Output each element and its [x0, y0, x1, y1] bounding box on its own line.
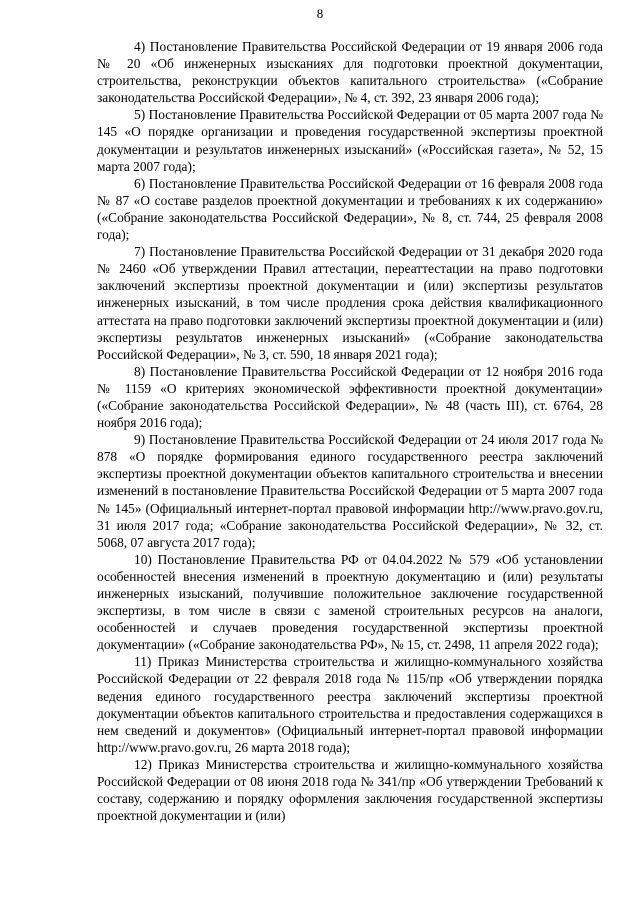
paragraph-item-7: 7) Постановление Правительства Российской Федерации от 31 декабря 2020 года № 2460 «Об утверждении Правил аттестации, переаттестации на право подготовки заключений экспертизы проектной документации и (или) экспертизы результатов инженерных изысканий, в том числе продления срока действия квалификационного аттестата на право подготовки заключений экспертизы проектной документации и (или) экспертизы результатов инженерных изысканий» («Собрание законодательства Российской Федерации», № 3, ст. 590, 18 января 2021 года); [97, 244, 603, 362]
page-number: 8 [316, 6, 324, 21]
paragraph-item-11: 11) Приказ Министерства строительства и жилищно-коммунального хозяйства Российской Федерации от 22 февраля 2018 года № 115/пр «Об утверждении порядка ведения единого государственного реестра заключений экспертизы проектной документации объектов капитального строительства и предоставления содержащихся в нем сведений и документов» (Официальный интернет-портал правовой информации http://www.pravo.gov.ru, 26 марта 2018 года); [97, 654, 603, 755]
paragraph-item-4: 4) Постановление Правительства Российской Федерации от 19 января 2006 года № 20 «Об инженерных изысканиях для подготовки проектной документации, строительства, реконструкции объектов капитального строительства» («Собрание законодательства Российской Федерации», № 4, ст. 392, 23 января 2006 года); [97, 39, 603, 106]
paragraph-item-5: 5) Постановление Правительства Российской Федерации от 05 марта 2007 года № 145 «О порядке организации и проведения государственной экспертизы проектной документации и результатов инженерных изысканий» («Российская газета», № 52, 15 марта 2007 года); [97, 107, 603, 174]
paragraph-item-6: 6) Постановление Правительства Российской Федерации от 16 февраля 2008 года № 87 «О составе разделов проектной документации и требованиях к их содержанию» («Собрание законодательства Российской Федерации», № 8, ст. 744, 25 февраля 2008 года); [97, 175, 603, 243]
paragraph-item-9: 9) Постановление Правительства Российской Федерации от 24 июля 2017 года № 878 «О порядке формирования единого государственного реестра заключений экспертизы проектной документации объектов капитального строительства и внесении изменений в постановление Правительства Российской Федерации от 5 марта 2007 года № 145» (Официальный интернет-портал правовой информации http://www.pravo.gov.ru, 31 июля 2017 года; «Собрание законодательства Российской Федерации», № 32, ст. 5068, 07 августа 2017 года); [97, 432, 603, 550]
paragraph-item-8: 8) Постановление Правительства Российской Федерации от 12 ноября 2016 года № 1159 «О критериях экономической эффективности проектной документации» («Собрание законодательства Российской Федерации», № 48 (часть III), ст. 6764, 28 ноября 2016 года); [97, 363, 603, 431]
paragraph-item-10: 10) Постановление Правительства РФ от 04.04.2022 № 579 «Об установлении особенностей внесения изменений в проектную документацию и (или) результаты инженерных изысканий, получившие положительное заключение государственной экспертизы, в том числе в связи с заменой строительных ресурсов на аналоги, особенностей и случаев проведения государственной экспертизы проектной документации» («Собрание законодательства РФ», № 15, ст. 2498, 11 апреля 2022 года); [97, 551, 603, 653]
paragraph-item-12: 12) Приказ Министерства строительства и жилищно-коммунального хозяйства Российской Федерации от 08 июня 2018 года № 341/пр «Об утверждении Требований к составу, содержанию и порядку оформления заключения государственной экспертизы проектной документации и (или) [97, 756, 603, 824]
